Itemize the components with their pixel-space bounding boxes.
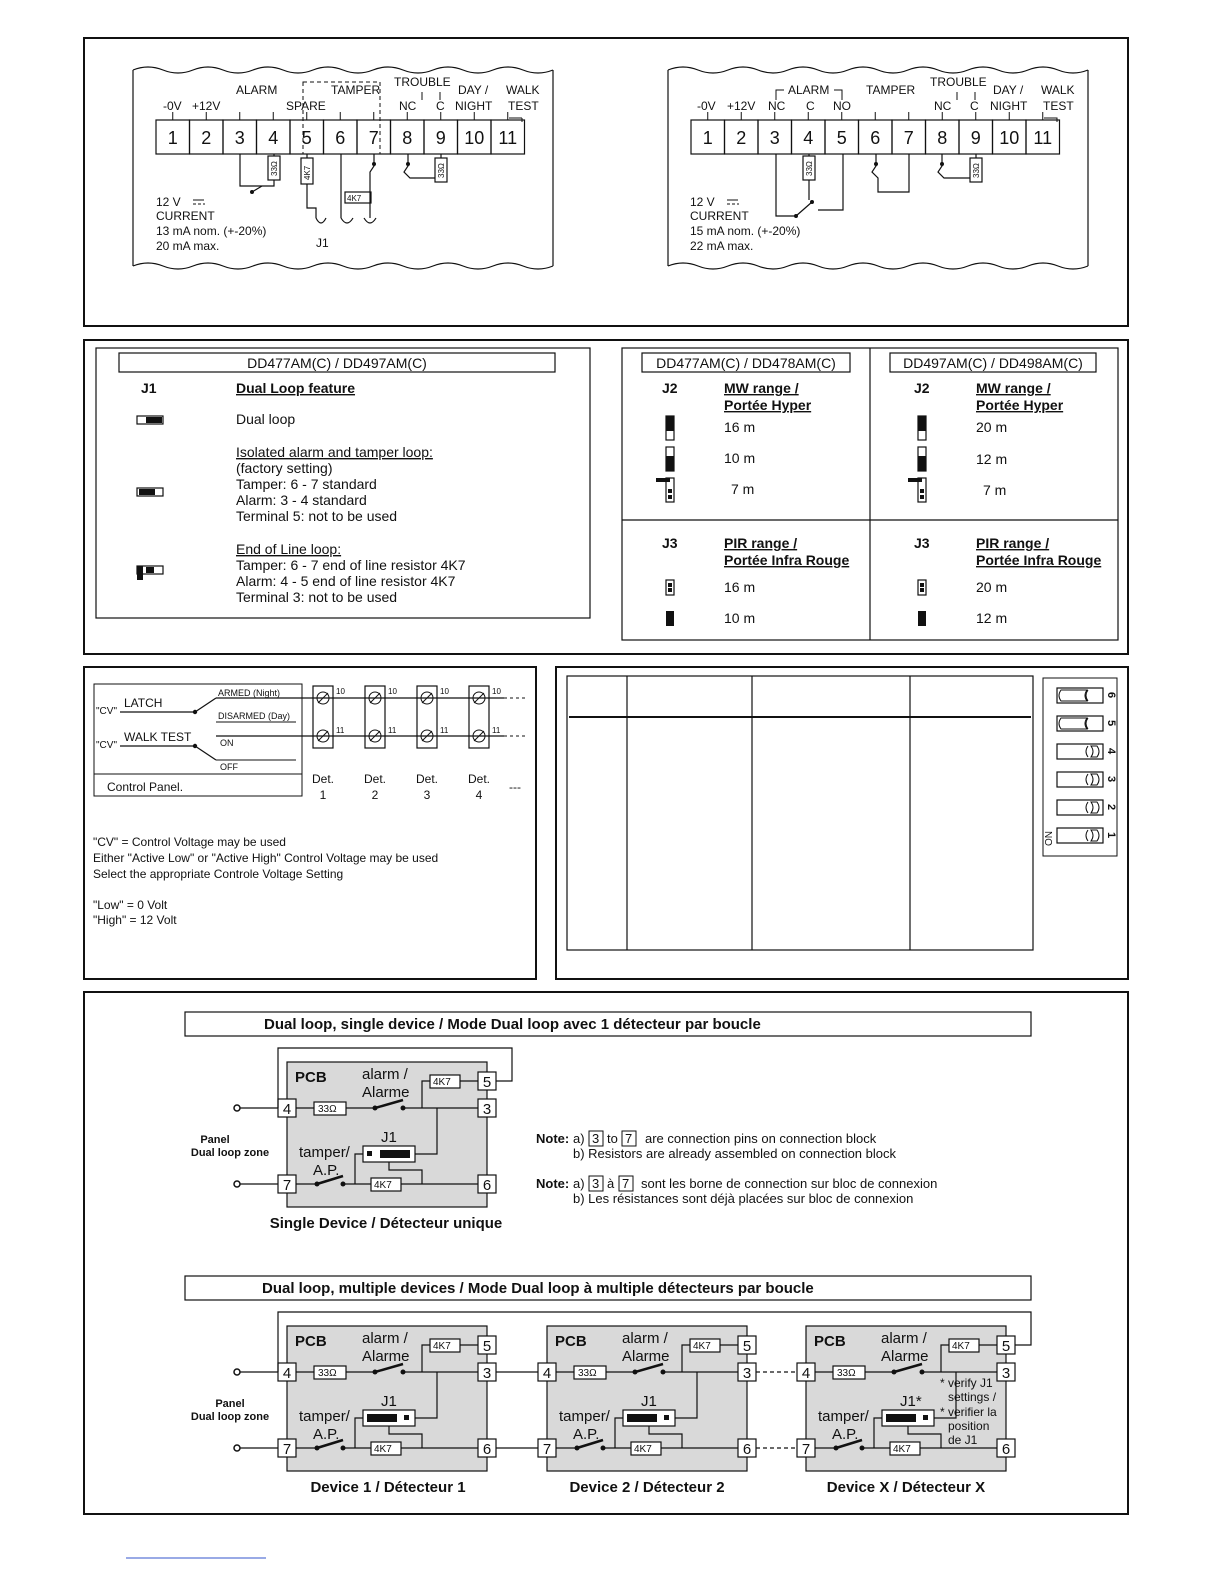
right-mw-1: MW range / — [976, 380, 1051, 396]
off-label: OFF — [220, 762, 238, 772]
current2-label: CURRENT — [690, 209, 749, 223]
label2-no: NO — [833, 99, 851, 113]
det-2-t11: 11 — [388, 726, 397, 735]
resistor2-33-a-label: 33Ω — [805, 161, 814, 176]
range-table — [622, 348, 1118, 640]
pin-6-label-s: 6 — [482, 1177, 492, 1194]
current-label: CURRENT — [156, 209, 215, 223]
pin-7-label-m2: 7 — [542, 1441, 552, 1458]
j1-label-s: J1 — [381, 1129, 397, 1146]
detector-1-block — [313, 686, 333, 748]
note-high: "High" = 12 Volt — [93, 913, 177, 927]
label2-plus12v: +12V — [727, 99, 756, 113]
label-minus0v: -0V — [163, 99, 182, 113]
j1-row3-line4: Terminal 3: not to be used — [236, 589, 398, 605]
note-fr-pin3: 3 — [592, 1176, 600, 1191]
note-en-pin7: 7 — [625, 1131, 633, 1146]
ap-label-s: A.P. — [313, 1162, 340, 1179]
terminal-number-9: 9 — [970, 128, 981, 148]
left-j3-label: J3 — [662, 535, 678, 551]
on-label: ON — [220, 738, 234, 748]
j1-table — [96, 348, 590, 618]
pin-6-label-m2: 6 — [742, 1441, 752, 1458]
left-pir-16m: 16 m — [724, 579, 756, 595]
det-3-label: Det. — [415, 772, 439, 786]
detector-2-block — [365, 686, 385, 748]
j1-row2-line4: Alarm: 3 - 4 standard — [236, 492, 367, 508]
dip-number-2: 2 — [1105, 804, 1117, 811]
terminal-number-4: 4 — [268, 128, 279, 148]
label2-nc: NC — [768, 99, 786, 113]
pin-3-label-m3: 3 — [1001, 1365, 1011, 1382]
r4k7-top-label-m2: 4K7 — [693, 1341, 711, 1352]
label2-alarm: ALARM — [788, 83, 830, 97]
label2-test: TEST — [1043, 99, 1074, 113]
single-device-caption: Single Device / Détecteur unique — [269, 1215, 503, 1232]
note-low: "Low" = 0 Volt — [93, 898, 168, 912]
armed-label: ARMED (Night) — [218, 688, 281, 698]
cv-label-1: "CV" — [96, 706, 117, 717]
single-panel-1: Panel — [200, 1134, 230, 1146]
pcb-label-m2: PCB — [555, 1333, 587, 1350]
det-4-label: Det. — [467, 772, 491, 786]
terminal-number-5: 5 — [301, 128, 312, 148]
terminal-number-11: 11 — [1033, 128, 1053, 148]
det-4-t11: 11 — [492, 726, 501, 735]
detector-3-block — [417, 686, 437, 748]
r33-label-s: 33Ω — [318, 1104, 337, 1115]
pin-3-label-s: 3 — [482, 1101, 492, 1118]
det-3-t11: 11 — [440, 726, 449, 735]
right-pir-1: PIR range / — [976, 535, 1050, 551]
note-fr-a: a) — [573, 1176, 585, 1191]
current2-voltage: 12 V — [690, 195, 715, 209]
pin-4-label-m2: 4 — [542, 1365, 552, 1382]
left-mw-1: MW range / — [724, 380, 799, 396]
r4k7-bottom-label-m2: 4K7 — [634, 1444, 652, 1455]
alarme-label-m2: Alarme — [622, 1348, 670, 1365]
section-dip-switch — [556, 667, 1128, 979]
terminal-number-3: 3 — [769, 128, 780, 148]
pin-4-label-s: 4 — [282, 1101, 292, 1118]
note-line-1: "CV" = Control Voltage may be used — [93, 835, 286, 849]
left-mw-10m: 10 m — [724, 450, 756, 466]
r4k7-top-label-s: 4K7 — [433, 1077, 451, 1088]
terminal-number-8: 8 — [937, 128, 948, 148]
r4k7-bottom-label-m1: 4K7 — [374, 1444, 392, 1455]
pcb-label-s: PCB — [295, 1069, 327, 1086]
left-pir-1: PIR range / — [724, 535, 798, 551]
terminal-strip-1 — [133, 67, 553, 269]
terminal-number-1: 1 — [702, 128, 713, 148]
det-1-label: Det. — [311, 772, 335, 786]
ap-label-m1: A.P. — [313, 1426, 340, 1443]
terminal-number-10: 10 — [464, 128, 485, 148]
pin-7-label-m1: 7 — [282, 1441, 292, 1458]
verify-line-5: de J1 — [948, 1433, 978, 1447]
terminal-number-10: 10 — [999, 128, 1020, 148]
tamper-label-m1: tamper/ — [299, 1408, 350, 1425]
j1-label-m2: J1 — [641, 1393, 657, 1410]
label2-minus0v: -0V — [697, 99, 716, 113]
note-fr-b: b) Les résistances sont déjà placées sur bloc de connexion — [573, 1191, 914, 1206]
left-j2-label: J2 — [662, 380, 678, 396]
blank-settings-table — [567, 676, 1033, 950]
note-en-label: Note: — [536, 1131, 570, 1146]
ap-label-m3: A.P. — [832, 1426, 859, 1443]
det-1-t10: 10 — [336, 687, 345, 696]
label-day: DAY / — [458, 83, 489, 97]
note-en-a-text: are connection pins on connection block — [645, 1131, 877, 1146]
det-4-number: 4 — [475, 788, 483, 802]
pin-3-label-m2: 3 — [742, 1365, 752, 1382]
dip-number-6: 6 — [1105, 692, 1117, 699]
pir-right-12m-icon — [918, 611, 926, 626]
right-pir-2: Portée Infra Rouge — [976, 552, 1102, 568]
cv-label-2: "CV" — [96, 740, 117, 751]
label-c: C — [436, 99, 445, 113]
pin-5-label-m1: 5 — [482, 1338, 492, 1355]
pin-4-label-m3: 4 — [801, 1365, 811, 1382]
current-nominal: 13 mA nom. (+-20%) — [156, 224, 267, 238]
ap-label-m2: A.P. — [573, 1426, 600, 1443]
pin-6-label-m1: 6 — [482, 1441, 492, 1458]
note-line-2: Either "Active Low" or "Active High" Control Voltage may be used — [93, 851, 439, 865]
connection-notes — [536, 1131, 937, 1206]
label-walk: WALK — [506, 83, 540, 97]
det-2-t10: 10 — [388, 687, 397, 696]
r33-label-m3: 33Ω — [837, 1368, 856, 1379]
r4k7-top-label-m3: 4K7 — [952, 1341, 970, 1352]
j1-row2-line1: Isolated alarm and tamper loop: — [236, 444, 433, 460]
r33-label-m2: 33Ω — [578, 1368, 597, 1379]
pin-6-label-m3: 6 — [1001, 1441, 1011, 1458]
note-en-pin3: 3 — [592, 1131, 600, 1146]
pin-7-label-m3: 7 — [801, 1441, 811, 1458]
current2-max: 22 mA max. — [690, 239, 754, 253]
alarm-label-s: alarm / — [362, 1066, 408, 1083]
right-j3-label: J3 — [914, 535, 930, 551]
note-en-to: to — [607, 1131, 618, 1146]
verify-line-4: position — [948, 1419, 990, 1433]
resistor-4k7-b-label: 4K7 — [347, 194, 362, 203]
jumper-j1-label: J1 — [316, 236, 329, 250]
pir-left-10m-icon — [666, 611, 674, 626]
terminal-number-6: 6 — [870, 128, 881, 148]
alarm-label-m2: alarm / — [622, 1330, 668, 1347]
r33-label-m1: 33Ω — [318, 1368, 337, 1379]
j1-label-m3: J1* — [900, 1393, 922, 1410]
tamper-label-m2: tamper/ — [559, 1408, 610, 1425]
j1-row1-line1: Dual loop — [236, 411, 296, 427]
right-pir-12m: 12 m — [976, 610, 1008, 626]
label2-night: NIGHT — [990, 99, 1028, 113]
label-night: NIGHT — [455, 99, 493, 113]
det-1-number: 1 — [319, 788, 327, 802]
det-dashes: --- — [509, 780, 521, 794]
current2-nominal: 15 mA nom. (+-20%) — [690, 224, 801, 238]
pir-right-20m-icon — [918, 580, 926, 595]
right-mw-20m: 20 m — [976, 419, 1008, 435]
single-panel-2: Dual loop zone — [190, 1147, 270, 1159]
walk-test-label: WALK TEST — [124, 730, 192, 744]
label2-tamper: TAMPER — [866, 83, 916, 97]
pin-7-label-s: 7 — [282, 1177, 292, 1194]
det-2-number: 2 — [371, 788, 379, 802]
note-fr-a-text: sont les borne de connection sur bloc de connexion — [641, 1176, 938, 1191]
j1-table-title: DD477AM(C) / DD497AM(C) — [247, 355, 427, 371]
note-line-3: Select the appropriate Controle Voltage Setting — [93, 867, 344, 881]
note-fr-label: Note: — [536, 1176, 570, 1191]
pin-4-label-m1: 4 — [282, 1365, 292, 1382]
note-fr-pin7: 7 — [622, 1176, 630, 1191]
j1-row3-line1: End of Line loop: — [236, 541, 342, 557]
terminal-number-9: 9 — [435, 128, 446, 148]
dip-number-3: 3 — [1105, 776, 1117, 783]
terminal-number-5: 5 — [836, 128, 847, 148]
note-fr-a-word: à — [607, 1176, 615, 1191]
note-en-a: a) — [573, 1131, 585, 1146]
label2-c: C — [806, 99, 815, 113]
terminal-number-6: 6 — [335, 128, 346, 148]
alarm-label-m1: alarm / — [362, 1330, 408, 1347]
device-2-caption: Device 2 / Détecteur 2 — [569, 1479, 725, 1496]
left-mw-2: Portée Hyper — [724, 397, 812, 413]
terminal-number-3: 3 — [234, 128, 245, 148]
multi-panel-1: Panel — [215, 1398, 245, 1410]
det-4-t10: 10 — [492, 687, 501, 696]
tamper-label-s: tamper/ — [299, 1144, 350, 1161]
terminal-strip-2 — [668, 67, 1088, 269]
r4k7-top-label-m1: 4K7 — [433, 1341, 451, 1352]
label2-trouble: TROUBLE — [930, 75, 987, 89]
label2-day: DAY / — [993, 83, 1024, 97]
pcb-label-m1: PCB — [295, 1333, 327, 1350]
single-device-diagram — [234, 1048, 512, 1207]
j1-label-m1: J1 — [381, 1393, 397, 1410]
j1-row2-line5: Terminal 5: not to be used — [236, 508, 398, 524]
alarme-label-m3: Alarme — [881, 1348, 929, 1365]
current-voltage: 12 V — [156, 195, 181, 209]
j1-row2-line3: Tamper: 6 - 7 standard — [236, 476, 377, 492]
label2-nc2: NC — [934, 99, 952, 113]
alarme-label-s: Alarme — [362, 1084, 410, 1101]
label-nc: NC — [399, 99, 417, 113]
right-mw-2: Portée Hyper — [976, 397, 1064, 413]
section-control-panel — [84, 667, 536, 979]
label-alarm: ALARM — [236, 83, 278, 97]
det-2-label: Det. — [363, 772, 387, 786]
control-panel-label: Control Panel. — [107, 780, 184, 794]
terminal-number-11: 11 — [498, 128, 518, 148]
label2-walk: WALK — [1041, 83, 1075, 97]
label2-c2: C — [970, 99, 979, 113]
j1-row3-line3: Alarm: 4 - 5 end of line resistor 4K7 — [236, 573, 456, 589]
dip-number-4: 4 — [1105, 748, 1117, 755]
control-panel-diagram — [93, 684, 528, 927]
range-left-title: DD477AM(C) / DD478AM(C) — [656, 355, 836, 371]
terminal-number-8: 8 — [402, 128, 413, 148]
verify-line-1: * verify J1 — [940, 1376, 993, 1390]
terminal-number-1: 1 — [167, 128, 178, 148]
latch-label: LATCH — [124, 696, 163, 710]
right-pir-20m: 20 m — [976, 579, 1008, 595]
alarme-label-m1: Alarme — [362, 1348, 410, 1365]
detector-4-block — [469, 686, 489, 748]
det-3-number: 3 — [423, 788, 431, 802]
pin-3-label-m1: 3 — [482, 1365, 492, 1382]
disarmed-label: DISARMED (Day) — [218, 711, 291, 721]
tamper-label-m3: tamper/ — [818, 1408, 869, 1425]
terminal-number-7: 7 — [368, 128, 379, 148]
j1-row2-line2: (factory setting) — [236, 460, 333, 476]
label-spare: SPARE — [286, 99, 326, 113]
note-en-b: b) Resistors are already assembled on connection block — [573, 1146, 897, 1161]
terminal-number-7: 7 — [903, 128, 914, 148]
verify-line-3: * verifier la — [940, 1405, 997, 1419]
resistor-4k7-a-label: 4K7 — [303, 165, 312, 180]
left-mw-7m: 7 m — [731, 481, 755, 497]
j1-col-feature: Dual Loop feature — [236, 380, 356, 396]
terminal-number-4: 4 — [803, 128, 814, 148]
device-1-caption: Device 1 / Détecteur 1 — [310, 1479, 466, 1496]
resistor-33-b-label: 33Ω — [437, 163, 446, 178]
pin-5-label-m2: 5 — [742, 1338, 752, 1355]
right-j2-label: J2 — [914, 380, 930, 396]
j1-row3-line2: Tamper: 6 - 7 end of line resistor 4K7 — [236, 557, 466, 573]
terminal-number-2: 2 — [736, 128, 747, 148]
r4k7-bottom-label-m3: 4K7 — [893, 1444, 911, 1455]
label-test: TEST — [508, 99, 539, 113]
r4k7-bottom-label-s: 4K7 — [374, 1180, 392, 1191]
pin-5-label-m3: 5 — [1001, 1338, 1011, 1355]
terminal-number-2: 2 — [201, 128, 212, 148]
right-mw-12m: 12 m — [976, 451, 1008, 467]
pcb-label-m3: PCB — [814, 1333, 846, 1350]
multi-device-diagram — [234, 1312, 1031, 1471]
pin-5-label-s: 5 — [482, 1074, 492, 1091]
left-pir-2: Portée Infra Rouge — [724, 552, 850, 568]
range-right-title: DD497AM(C) / DD498AM(C) — [903, 355, 1083, 371]
alarm-label-m3: alarm / — [881, 1330, 927, 1347]
device-x-caption: Device X / Détecteur X — [826, 1479, 986, 1496]
single-device-title: Dual loop, single device / Mode Dual loop avec 1 détecteur par boucle — [264, 1016, 761, 1033]
det-1-t11: 11 — [336, 726, 345, 735]
left-pir-10m: 10 m — [724, 610, 756, 626]
det-3-t10: 10 — [440, 687, 449, 696]
label-tamper: TAMPER — [331, 83, 381, 97]
multi-device-title: Dual loop, multiple devices / Mode Dual loop à multiple détecteurs par boucle — [262, 1280, 814, 1297]
resistor-33-a-label: 33Ω — [270, 161, 279, 176]
multi-panel-2: Dual loop zone — [190, 1411, 270, 1423]
right-mw-7m: 7 m — [983, 482, 1007, 498]
label-plus12v: +12V — [192, 99, 221, 113]
left-mw-16m: 16 m — [724, 419, 756, 435]
dip-number-1: 1 — [1105, 832, 1117, 839]
current-max: 20 mA max. — [156, 239, 220, 253]
verify-line-2: settings / — [948, 1390, 997, 1404]
dip-switch-block — [1043, 678, 1117, 856]
j1-col-label: J1 — [141, 380, 157, 396]
label-trouble: TROUBLE — [394, 75, 451, 89]
pir-left-16m-icon — [666, 580, 674, 595]
resistor2-33-b-label: 33Ω — [972, 163, 981, 178]
dip-on-label: ON — [1044, 831, 1055, 846]
dip-number-5: 5 — [1105, 720, 1117, 727]
